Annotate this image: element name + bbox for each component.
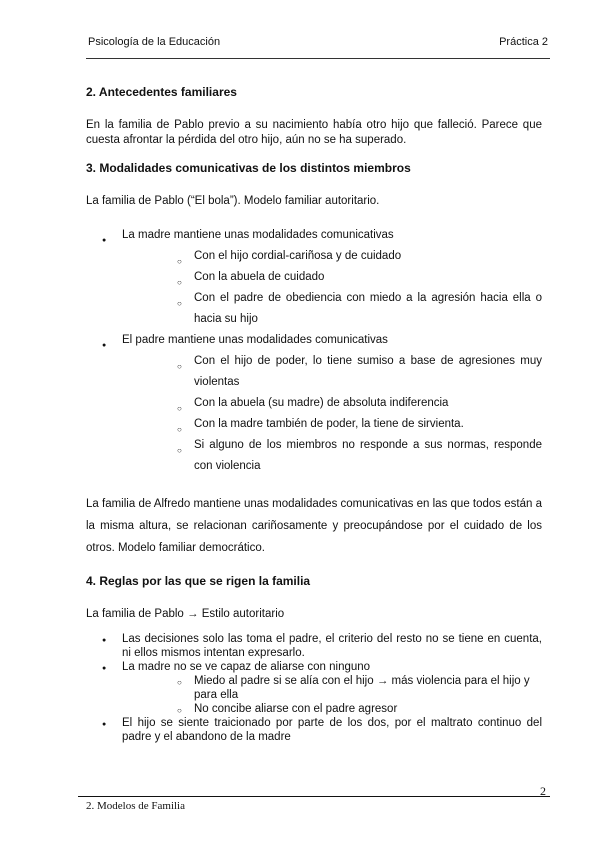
sub-list-item (122, 267, 542, 288)
bullet-list (86, 225, 542, 477)
sub-list-item (122, 702, 542, 716)
list-item (86, 225, 542, 330)
footer-label: 2. Modelos de Familia (86, 800, 185, 812)
sub-list-item-text: ○ Miedo al padre si se alía con el hijo → más violencia para el hijo y para ella (194, 675, 530, 701)
page-content (86, 84, 542, 744)
sub-list-item-text: ○ Con la madre también de poder, la tiene de sirvienta. (194, 418, 464, 430)
sub-list-item-text: ○ Con la abuela de cuidado (194, 271, 325, 283)
sub-list-item (122, 351, 542, 393)
section-title-modalidades: 3. Modalidades comunicativas de los distintos miembros (86, 161, 411, 175)
list-item (86, 660, 542, 716)
page-number: 2 (540, 784, 546, 798)
sub-list-item-text: ○ Con el hijo de poder, lo tiene sumiso a base de agresiones muy violentas (194, 355, 542, 388)
bullet-list (86, 632, 542, 744)
sub-list-item (122, 393, 542, 414)
list-item (86, 330, 542, 477)
sub-list-item-text: ○ Con la abuela (su madre) de absoluta indiferencia (194, 397, 449, 409)
sub-list-item (122, 414, 542, 435)
list-item (86, 632, 542, 660)
sub-list-item-text: ○ Con el hijo cordial-cariñosa y de cuidado (194, 250, 402, 262)
list-item-text: La madre mantiene unas modalidades comunicativas (122, 229, 394, 241)
list-item (86, 716, 542, 744)
header-practice: Práctica 2 (499, 36, 548, 48)
list-item-text: La madre no se ve capaz de aliarse con ninguno (122, 661, 371, 673)
sub-list-item (122, 435, 542, 477)
section-title-antecedentes: 2. Antecedentes familiares (86, 85, 237, 99)
sub-list-item (122, 246, 542, 267)
sub-list-item-text: ○ No concibe aliarse con el padre agresor (194, 703, 398, 715)
section-closing-paragraph: La familia de Alfredo mantiene unas modalidades comunicativas en las que todos están a la misma altura, se relacionan cariñosamente y preocupándose por el cuidado de los otros. Modelo familiar democrático. (86, 498, 542, 554)
section-intro: La familia de Pablo (“El bola”). Modelo familiar autoritario. (86, 195, 380, 207)
section-paragraph: En la familia de Pablo previo a su nacimiento había otro hijo que falleció. Parece que cuesta afrontar la pérdida del otro hijo, aún no se ha superado. (86, 119, 542, 146)
footer-divider (78, 796, 550, 797)
sub-list-item-text: ○ Si alguno de los miembros no responde a sus normas, responde con violencia (194, 439, 542, 472)
sub-list-item (122, 674, 542, 702)
list-item-text: ● El hijo se siente traicionado por parte de los dos, por el maltrato continuo del padre y el abandono de la madre (122, 717, 542, 743)
section-title-reglas: 4. Reglas por las que se rigen la familia (86, 574, 311, 588)
page-header (86, 36, 550, 59)
sub-list-item-text: ○ Con el padre de obediencia con miedo a la agresión hacia ella o hacia su hijo (194, 292, 542, 325)
header-course: Psicología de la Educación (88, 36, 221, 48)
sub-list-item (122, 288, 542, 330)
list-item-text: ● Las decisiones solo las toma el padre, el criterio del resto no se tiene en cuenta, ni ellos mismos intentan expresarlo. (122, 633, 542, 659)
list-item-text: El padre mantiene unas modalidades comunicativas (122, 334, 388, 346)
section-intro: La familia de Pablo → Estilo autoritario (86, 608, 285, 620)
